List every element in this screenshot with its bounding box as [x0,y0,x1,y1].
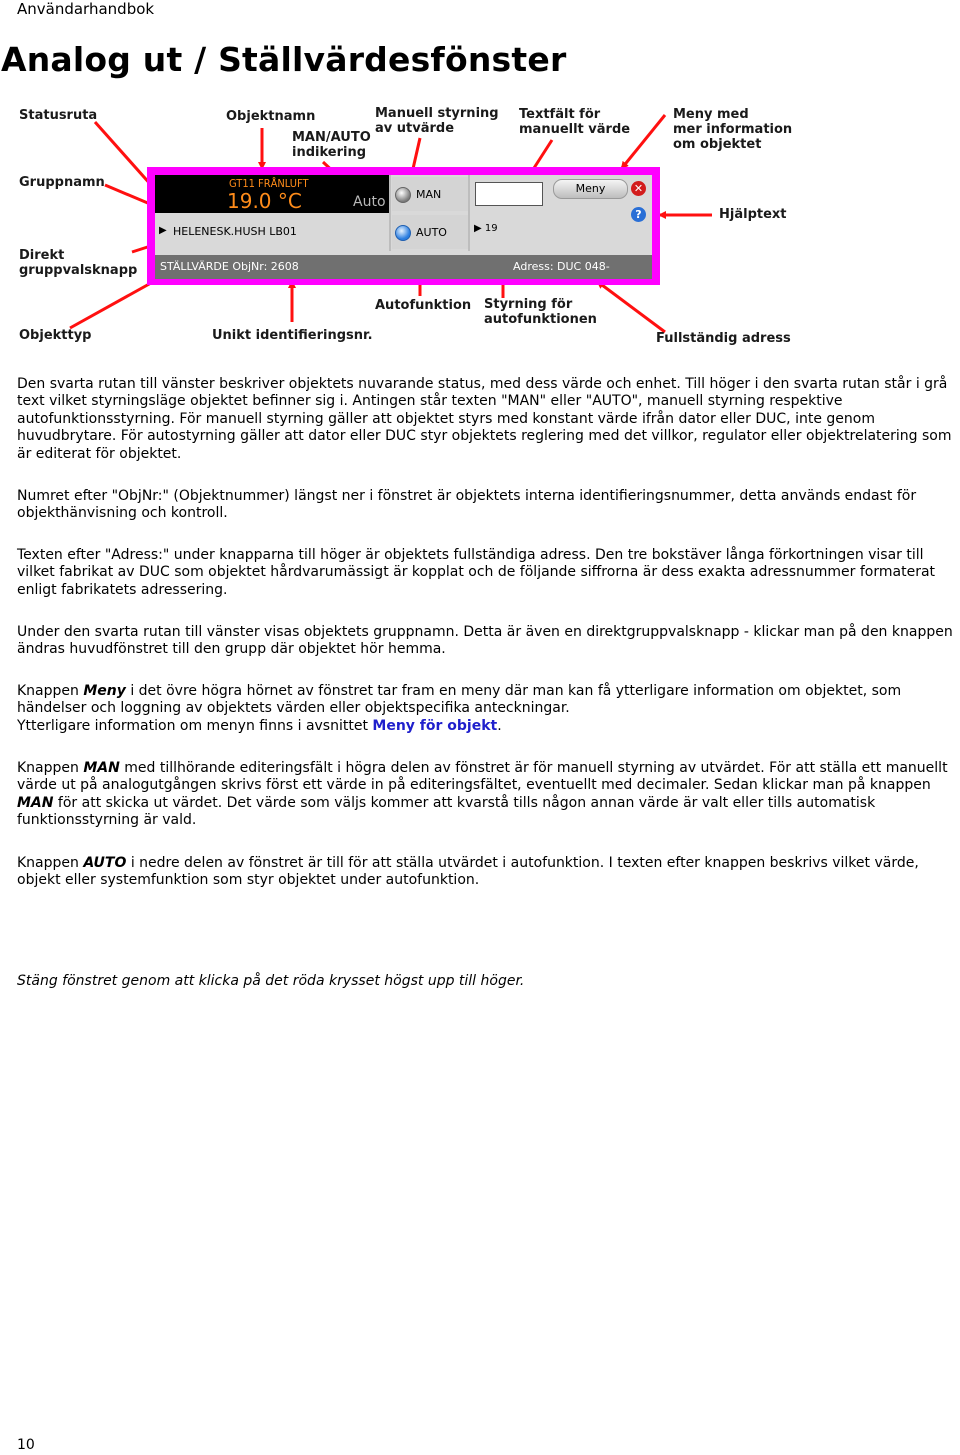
callout-gruppnamn: Gruppnamn [19,175,105,190]
auto-control-info [474,223,498,234]
text: Knappen [17,855,84,871]
setpoint-window [147,167,660,285]
callout-objektnamn: Objektnamn [226,109,316,124]
man-label: MAN [416,188,442,201]
arrow-objekttyp [70,278,160,328]
play-icon: ▶ [474,223,482,234]
page-title: Analog ut / Ställvärdesfönster [1,40,567,79]
mode-indicator: Auto [353,194,386,210]
manual-value-input[interactable] [475,182,543,206]
window-body [155,175,652,279]
radio-on-icon [395,225,411,241]
callout-unikt: Unikt identifieringsnr. [212,328,373,343]
status-box [155,175,389,213]
paragraph-auto [17,855,960,890]
close-icon[interactable]: ✕ [631,181,646,196]
man-keyword: MAN [17,794,54,811]
paragraph-close: Stäng fönstret genom att klicka på det röda krysset högst upp till höger. [17,973,525,989]
paragraph-address: Texten efter "Adress:" under knapparna till höger är objektets fullständiga adress. Den tre bokstäver långa förkortningen visar till vilket fabrikat av DUC som objektet hårdvarumässigt är kopplat och de följande siffrorna är dess exakta adressnummer formaterat enligt fabrikatets adressering. [17,547,936,598]
callout-autofunktion: Autofunktion [375,298,472,313]
play-icon: ▶ [159,225,167,236]
text: Knappen [17,760,84,776]
paragraph-group: Under den svarta rutan till vänster visas objektets gruppnamn. Detta är även en direktgruppvalsknapp - klickar man på den knappen ändras huvudfönstret till den grupp där objektet hör hemma. [17,624,953,658]
text: . [497,717,502,734]
auto-button[interactable] [392,215,468,249]
info-bar [155,255,652,279]
annotated-figure [0,100,960,360]
callout-fullstandig: Fullständig adress [656,331,791,346]
object-name: GT11 FRÅNLUFT [229,177,309,190]
divider [389,175,391,251]
callout-statusruta: Statusruta [19,108,98,123]
object-type: STÄLLVÄRDE ObjNr: 2608 [160,260,299,273]
auto-label: AUTO [416,226,447,239]
callout-hjalptext: Hjälptext [719,207,787,222]
paragraph-status: Den svarta rutan till vänster beskriver objektets nuvarande status, med dess värde och enhet. Till höger i den svarta rutan står i grå text vilket styrningsläge objektet befinner sig i. Antingen står texten "MAN" eller "AUTO", manuell styrning respektive autofunktionsstyrning. För manuell styrning gäller att objektet styrs med konstant värde ifrån dator eller DUC, inte genom huvudbrytare. För autostyrning gäller att dator eller DUC styr objektets reglering med det villkor, regulator eller objektrelatering som är editerat för objektet. [17,376,952,462]
man-keyword: MAN [83,760,120,776]
text: Ytterligare information om menyn finns i avsnittet [17,717,373,734]
text: i nedre delen av fönstret är till för att ställa utvärdet i autofunktion. I texten efter knappen beskrivs vilket värde, objekt eller systemfunktion som styr objektet under autofunktion. [17,855,919,889]
group-name: HELENESK.HUSH LB01 [173,225,297,238]
group-select-button[interactable] [155,215,389,247]
paragraph-menu [17,683,960,735]
text: med tillhörande editeringsfält i högra delen av fönstret är för manuell styrning av utvärdet. För att ställa ett manuellt värde ut på analogutgången skrivs först ett värde in på editeringsfältet, eventuellt med decimaler. Sedan klickar man på knappen [17,760,948,794]
auto-value: 19 [484,223,498,234]
divider [468,175,470,251]
menu-button[interactable]: Meny [553,179,628,199]
radio-off-icon [395,187,411,203]
paragraph-man [17,760,960,830]
menu-for-object-link[interactable]: Meny för objekt [372,717,498,734]
text: i det övre högra hörnet av fönstret tar fram en meny där man kan få ytterligare information om objektet, som händelser och loggning av objektets värden eller objektspecifika anteckningar. [17,683,902,717]
callout-styrning-auto: Styrning för autofunktionen [484,297,597,327]
callout-meny-med: Meny med mer information om objektet [673,107,793,152]
arrow-fullstandig [598,282,665,332]
paragraph-objnr: Numret efter "ObjNr:" (Objektnummer) längst ner i fönstret är objektets interna identifieringsnummer, detta används endast för objekthänvisning och kontroll. [17,488,917,522]
text: Knappen [17,683,84,699]
menu-keyword: Meny [83,683,126,699]
status-value: 19.0 °C [227,189,302,213]
help-icon[interactable]: ? [631,207,646,222]
page-header: Användarhandbok [17,0,155,18]
auto-keyword: AUTO [83,855,127,871]
page-number: 10 [17,1437,35,1453]
callout-manuell-styrning: Manuell styrning av utvärde [375,106,499,136]
callout-direkt: Direkt gruppvalsknapp [19,248,138,278]
man-button[interactable] [392,177,468,211]
callout-man-auto: MAN/AUTO indikering [292,130,371,160]
callout-textfalt: Textfält för manuellt värde [519,107,631,137]
callout-objekttyp: Objekttyp [19,328,92,343]
text: för att skicka ut värdet. Det värde som väljs kommer att kvarstå tills någon annan värde är valt eller tills automatisk funktionsstyrning är vald. [17,794,876,829]
object-address: Adress: DUC 048- [513,260,610,273]
